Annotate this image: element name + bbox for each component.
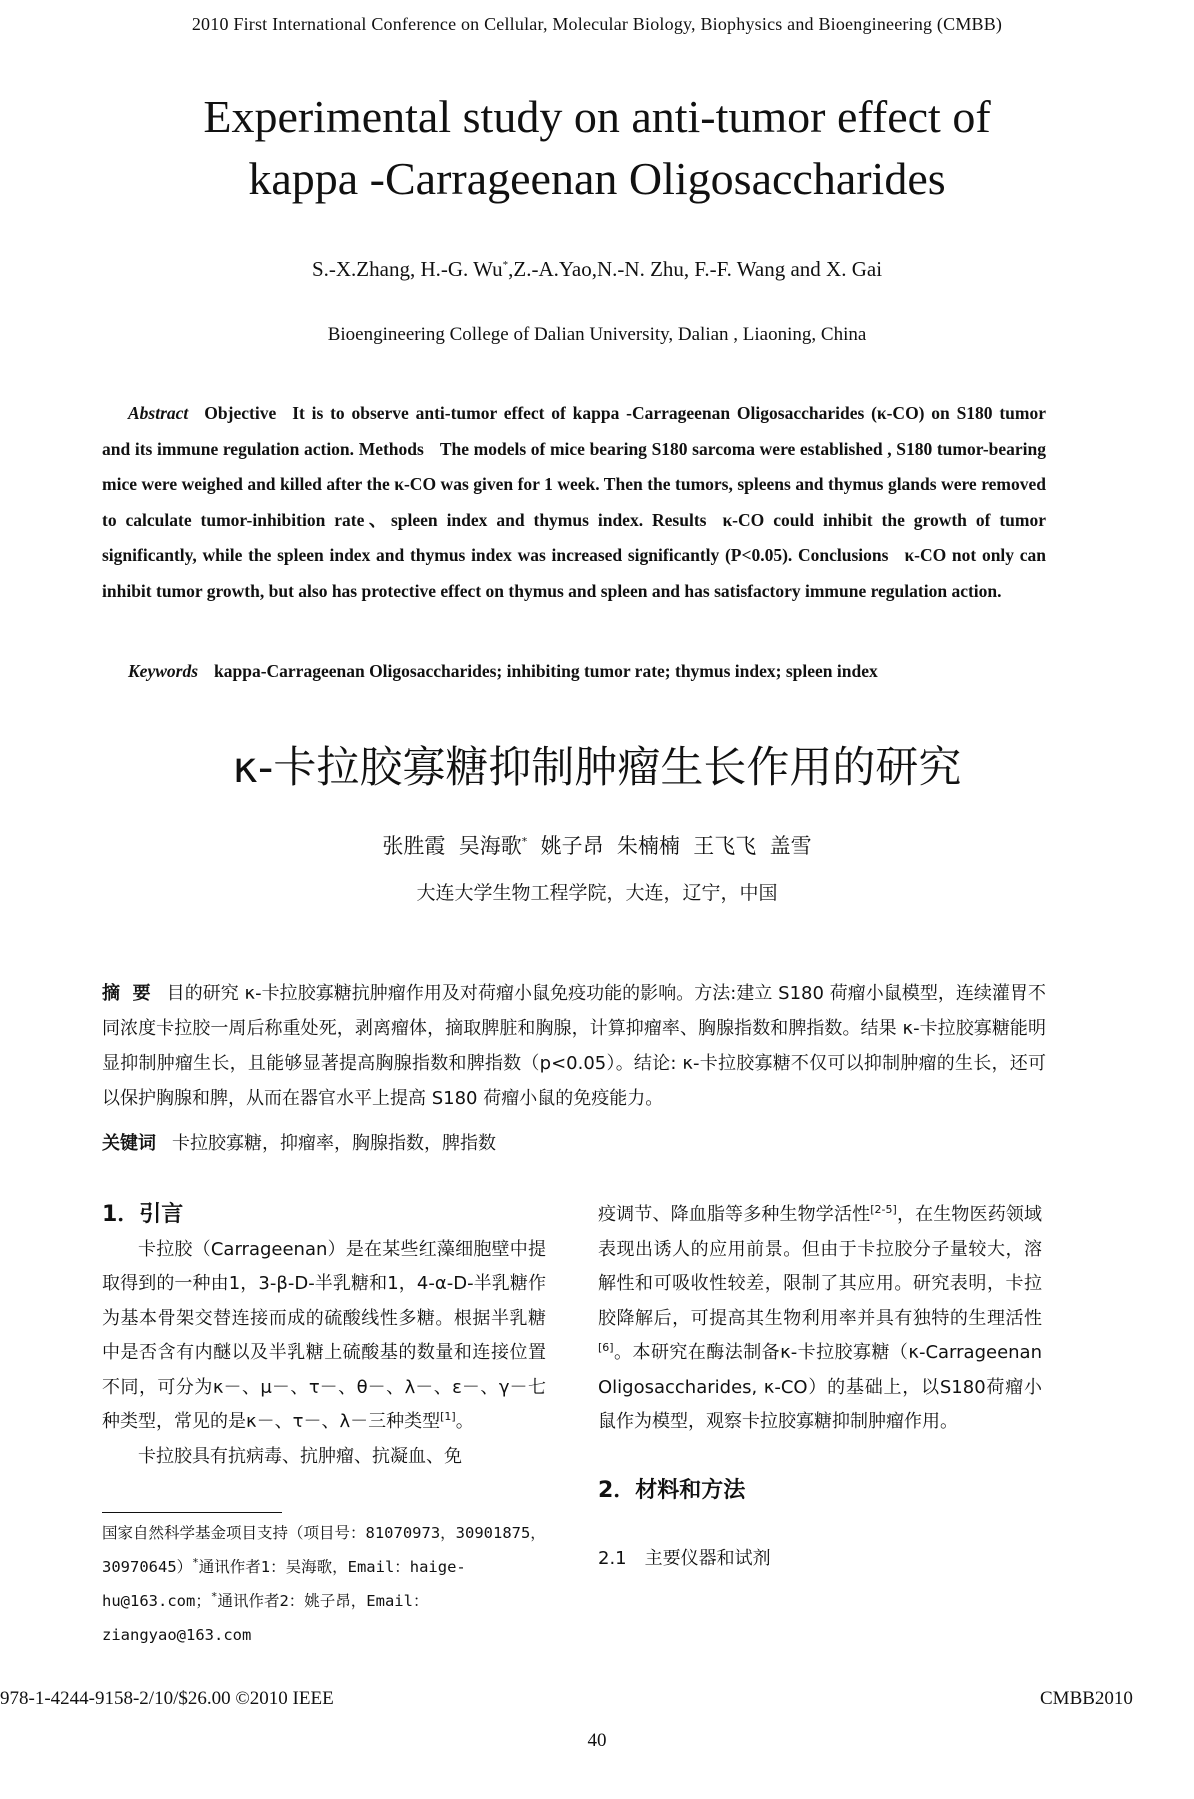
methods-text: The models of mice bearing S180 sarcoma were established , S180 tumor-bearing mice were weighed and killed after the κ-CO was given for 1 week. Then the tumors, spleens and thymus glands were removed to calculate tumor-inhibition rate、spleen index and thymus index. xyxy=(102,438,1047,530)
keywords-label: Keywords xyxy=(128,661,198,681)
footnote xyxy=(102,1516,546,1652)
conclusions-text: κ-CO not only can inhibit tumor growth, but also has protective effect on thymus and spleen and has satisfactory immune regulation action. xyxy=(102,545,1046,601)
intro-cont-3: 。本研究在酶法制备κ-卡拉胶寡糖（κ-Carrageenan Oligosaccharides, κ-CO）的基础上，以S180荷瘤小鼠作为模型，观察卡拉胶寡糖抑制肿瘤作用。 xyxy=(598,1342,1042,1432)
chinese-affiliation: 大连大学生物工程学院，大连，辽宁，中国 xyxy=(416,882,778,904)
left-column xyxy=(102,1198,546,1474)
conference-header: 2010 First International Conference on Cellular, Molecular Biology, Biophysics and Bioengineering (CMBB) xyxy=(191,14,1003,34)
section-1-heading: 1．引言 xyxy=(102,1202,184,1227)
chinese-keywords xyxy=(102,1129,1046,1159)
footnote-rule xyxy=(102,1512,282,1513)
footnote-star-1: * xyxy=(192,1555,199,1569)
abstract xyxy=(102,396,1046,609)
paper-title xyxy=(80,86,1114,210)
chinese-author-list xyxy=(0,830,1194,860)
footnote-funding: 国家自然科学基金项目支持（项目号：81070973，30901875，30970645） xyxy=(102,1524,546,1576)
intro-paragraph-2-continued xyxy=(598,1198,1042,1440)
cn-corresponding-mark: * xyxy=(521,835,528,848)
abstract-label: Abstract xyxy=(128,403,189,423)
cn-abstract-label: 摘 要 xyxy=(102,983,151,1004)
methods-label: Methods xyxy=(358,438,424,459)
conference-code: CMBB2010 xyxy=(1040,1688,1133,1709)
authors-part-2: ,Z.-A.Yao,N.-N. Zhu, F.-F. Wang and X. Gai xyxy=(508,257,883,281)
intro-para1-text: 卡拉胶（Carrageenan）是在某些红藻细胞壁中提取得到的一种由1，3-β-D-半乳糖和1，4-α-D-半乳糖作为基本骨架交替连接而成的硫酸线性多糖。根据半乳糖中是否含有内醚以及半乳糖上硫酸基的数量和连接位置不同，可分为κ－、μ－、τ－、θ－、λ－、ε－、γ－七种类型，常见的是κ－、τ－、λ－三种类型 xyxy=(102,1238,546,1432)
title-line-1: Experimental study on anti-tumor effect of xyxy=(203,91,991,142)
chinese-abstract xyxy=(102,976,1046,1116)
right-column xyxy=(598,1198,1042,1577)
citation-3: [6] xyxy=(598,1341,614,1354)
author-list xyxy=(0,257,1194,282)
cn-keywords-label: 关键词 xyxy=(102,1133,156,1154)
objective-label: Objective xyxy=(204,403,277,423)
corresponding-mark: * xyxy=(502,259,509,271)
citation-2: [2-5] xyxy=(870,1203,897,1216)
conclusions-label: Conclusions xyxy=(797,545,889,565)
intro-para1-end: 。 xyxy=(455,1411,474,1432)
cn-authors-part-2: 姚子昂 朱楠楠 王飞飞 盖雪 xyxy=(527,834,812,858)
footnote-star-2: * xyxy=(210,1589,218,1603)
cn-keywords-text: 卡拉胶寡糖，抑瘤率，胸腺指数，脾指数 xyxy=(172,1133,496,1154)
keywords xyxy=(102,656,1046,686)
section-2-heading: 2．材料和方法 xyxy=(598,1477,746,1503)
affiliation: Bioengineering College of Dalian University, Dalian , Liaoning, China xyxy=(327,324,867,345)
footnote-author-1: 通讯作者1：吴海歌，Email：haige-hu@163.com； xyxy=(102,1558,466,1610)
cn-abstract-text: 目的研究 κ-卡拉胶寡糖抗肿瘤作用及对荷瘤小鼠免疫功能的影响。方法:建立 S180 荷瘤小鼠模型，连续灌胃不同浓度卡拉胶一周后称重处死，剥离瘤体，摘取脾脏和胸腺，计算抑瘤率、胸腺指数和脾指数。结果 κ-卡拉胶寡糖能明显抑制肿瘤生长，且能够显著提高胸腺指数和脾指数（p<0.05）。结论: κ-卡拉胶寡糖不仅可以抑制肿瘤的生长，还可以保护胸腺和脾，从而在器官水平上提高 S180 荷瘤小鼠的免疫能力。 xyxy=(102,983,1046,1109)
authors-part-1: S.-X.Zhang, H.-G. Wu xyxy=(311,257,503,281)
citation-1: [1] xyxy=(440,1410,456,1423)
footnote-author-2: 通讯作者2：姚子昂，Email：ziangyao@163.com xyxy=(102,1592,429,1644)
intro-cont-2: ，在生物医药领域表现出诱人的应用前景。但由于卡拉胶分子量较大，溶解性和可吸收性较差，限制了其应用。研究表明，卡拉胶降解后，可提高其生物利用率并具有独特的生理活性 xyxy=(598,1204,1043,1329)
objective-text: It is to observe anti-tumor effect of kappa -Carrageenan Oligosaccharides (κ-CO) on S180 tumor and its immune regulation action. xyxy=(102,403,1046,459)
intro-paragraph-2: 卡拉胶具有抗病毒、抗肿瘤、抗凝血、免 xyxy=(138,1445,462,1467)
title-line-2: kappa -Carrageenan Oligosaccharides xyxy=(248,153,946,204)
subsection-2-1-heading: 2.1 主要仪器和试剂 xyxy=(598,1548,771,1569)
intro-paragraph-1 xyxy=(102,1233,546,1440)
page-number: 40 xyxy=(587,1730,607,1751)
intro-cont-1: 疫调节、降血脂等多种生物学活性 xyxy=(598,1204,871,1225)
isbn-line: 978-1-4244-9158-2/10/$26.00 ©2010 IEEE xyxy=(0,1688,334,1709)
cn-authors-part-1: 张胜霞 吴海歌 xyxy=(382,834,522,858)
results-label: Results xyxy=(652,509,707,530)
keywords-text: kappa-Carrageenan Oligosaccharides; inhibiting tumor rate; thymus index; spleen index xyxy=(214,661,878,681)
results-text: κ-CO could inhibit the growth of tumor significantly, while the spleen index and thymus index was increased significantly (P<0.05). xyxy=(102,509,1047,565)
chinese-title: κ-卡拉胶寡糖抑制肿瘤生长作用的研究 xyxy=(232,743,962,793)
